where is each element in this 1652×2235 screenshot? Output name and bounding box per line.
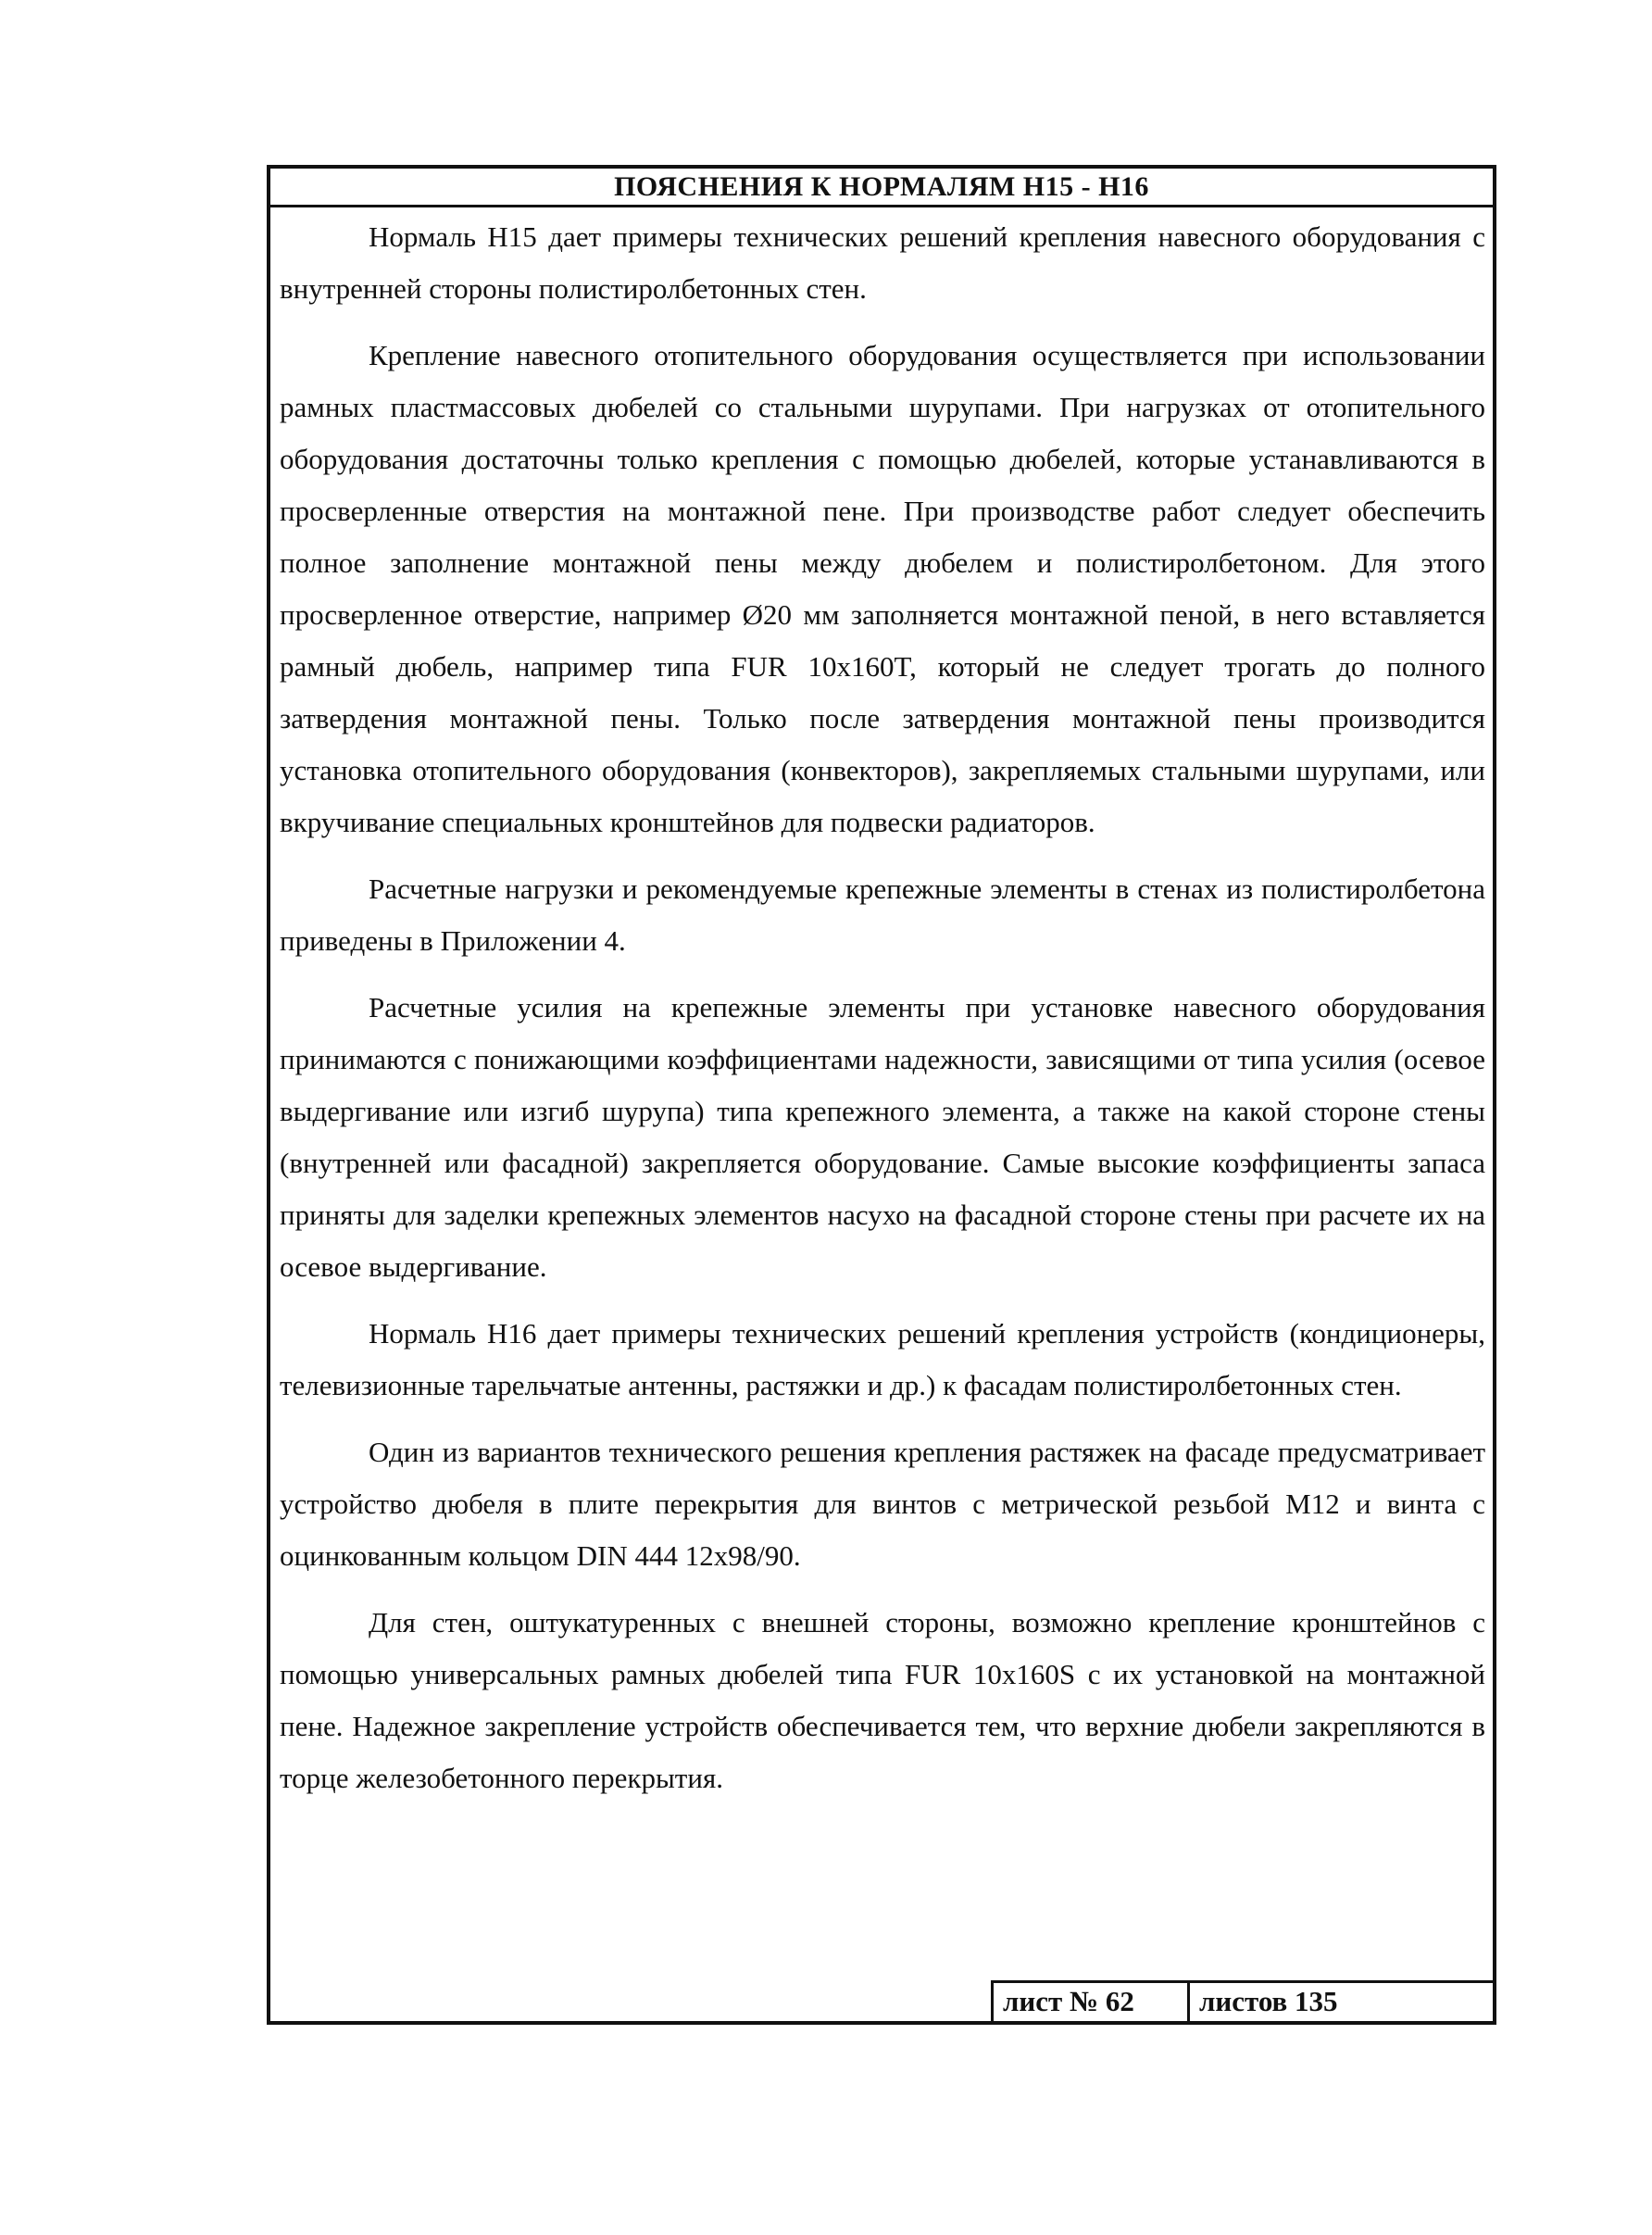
title-block-stamp — [991, 1980, 1493, 2021]
sheets-total: листов 135 — [1199, 1985, 1338, 2017]
paragraph-1: Нормаль Н15 дает примеры технических решений крепления навесного оборудования с внутренней стороны полистиролбетонных стен. — [280, 220, 1485, 305]
paragraph-4: Расчетные усилия на крепежные элементы при установке навесного оборудования принимаются с понижающими коэффициентами надежности, зависящими от типа усилия (осевое выдергивание или изгиб шурупа) типа крепежного элемента, а также на какой стороне стены (внутренней или фасадной) закрепляется оборудование. Самые высокие коэффициенты запаса приняты для заделки крепежных элементов насухо на фасадной стороне стены при расчете их на осевое выдергивание. — [280, 991, 1485, 1283]
sheet-number: лист № 62 — [994, 1983, 1190, 2021]
paragraph-5: Нормаль Н16 дает примеры технических решений крепления устройств (кондиционеры, телевизионные тарельчатые антенны, растяжки и др.) к фасадам полистиролбетонных стен. — [280, 1317, 1485, 1401]
page-frame — [267, 165, 1496, 2025]
explanatory-text — [280, 211, 1485, 1819]
paragraph-3: Расчетные нагрузки и рекомендуемые крепежные элементы в стенах из полистиролбетона приведены в Приложении 4. — [280, 873, 1485, 957]
paragraph-6: Один из вариантов технического решения крепления растяжек на фасаде предусматривает устройство дюбеля в плите перекрытия для винтов с метрической резьбой М12 и винта с оцинкованным кольцом DIN 444 12x98/90. — [280, 1436, 1485, 1572]
paragraph-7: Для стен, оштукатуренных с внешней стороны, возможно крепление кронштейнов с помощью универсальных рамных дюбелей типа FUR 10x160S с их установкой на монтажной пене. Надежное закрепление устройств обеспечивается тем, что верхние дюбели закрепляются в торце железобетонного перекрытия. — [280, 1606, 1485, 1794]
paragraph-2: Крепление навесного отопительного оборудования осуществляется при использовании рамных пластмассовых дюбелей со стальными шурупами. При нагрузках от отопительного оборудования достаточны только крепления с помощью дюбелей, которые устанавливаются в просверленные отверстия на монтажной пене. При производстве работ следует обеспечить полное заполнение монтажной пены между дюбелем и полистиролбетоном. Для этого просверленное отверстие, например Ø20 мм заполняется монтажной пеной, в него вставляется рамный дюбель, например типа FUR 10x160T, который не следует трогать до полного затвердения монтажной пены. Только после затвердения монтажной пены производится установка отопительного оборудования (конвекторов), закрепляемых стальными шурупами, или вкручивание специальных кронштейнов для подвески радиаторов. — [280, 339, 1485, 838]
page-header-title: ПОЯСНЕНИЯ К НОРМАЛЯМ Н15 - Н16 — [270, 169, 1493, 207]
